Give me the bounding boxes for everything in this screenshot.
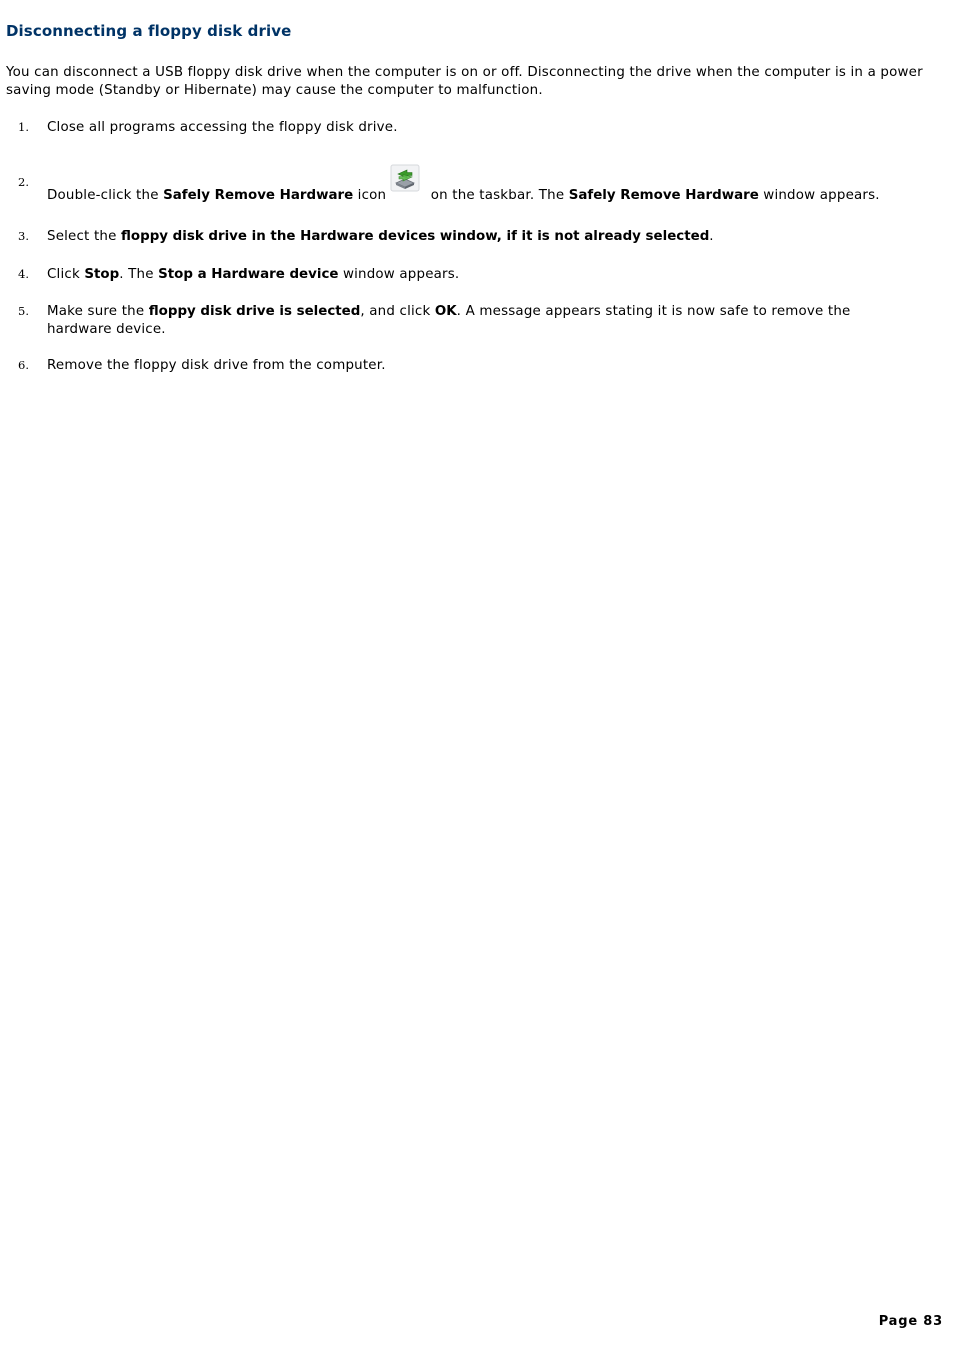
step-text-part: icon: [353, 188, 387, 203]
step-emphasis: floppy disk drive is selected: [148, 304, 361, 319]
step-text: [47, 174, 907, 205]
step-number: 2.: [18, 175, 29, 189]
step-text-part: Double-click the: [47, 188, 164, 203]
step-emphasis: Stop a Hardware device: [158, 267, 339, 282]
step-emphasis: Stop: [84, 267, 120, 282]
step-text: Close all programs accessing the floppy disk drive.: [47, 120, 398, 135]
intro-paragraph: You can disconnect a USB floppy disk drive when the computer is on or off. Disconnecting the drive when the computer is in a power saving mode (Standby or Hibernate) may cause the computer to malfunction.: [6, 65, 923, 98]
step-text-part: Select the: [47, 229, 121, 244]
step-emphasis: floppy disk drive in the Hardware devices window, if it is not already selected: [121, 229, 710, 244]
step-text: [47, 228, 907, 246]
step-text-part: Click: [47, 267, 85, 282]
step-number: 4.: [18, 267, 29, 281]
step-text-part: .: [709, 229, 714, 244]
step-text-part: . A message appears stating it is now safe to remove the hardware device.: [47, 304, 851, 337]
step-emphasis: Safely Remove Hardware: [568, 188, 759, 203]
step-text-part: window appears.: [338, 267, 460, 282]
step-number: 6.: [18, 358, 29, 372]
step-text-part: . The: [119, 267, 159, 282]
step-text: [47, 303, 907, 338]
step-number: 5.: [18, 304, 29, 318]
step-text-part: window appears.: [758, 188, 880, 203]
page-number: Page 83: [878, 1314, 943, 1329]
step-number: 3.: [18, 229, 29, 243]
step-number: 1.: [18, 120, 29, 134]
step-text: Remove the floppy disk drive from the computer.: [47, 358, 386, 373]
step-text-part: Make sure the: [47, 304, 149, 319]
safely-remove-hardware-icon: [390, 164, 420, 192]
step-text-part: on the taskbar. The: [426, 188, 569, 203]
step-text: [47, 266, 907, 284]
step-emphasis: Safely Remove Hardware: [163, 188, 354, 203]
step-emphasis: OK: [434, 304, 457, 319]
page-title: Disconnecting a floppy disk drive: [6, 22, 292, 40]
step-text-part: , and click: [360, 304, 435, 319]
